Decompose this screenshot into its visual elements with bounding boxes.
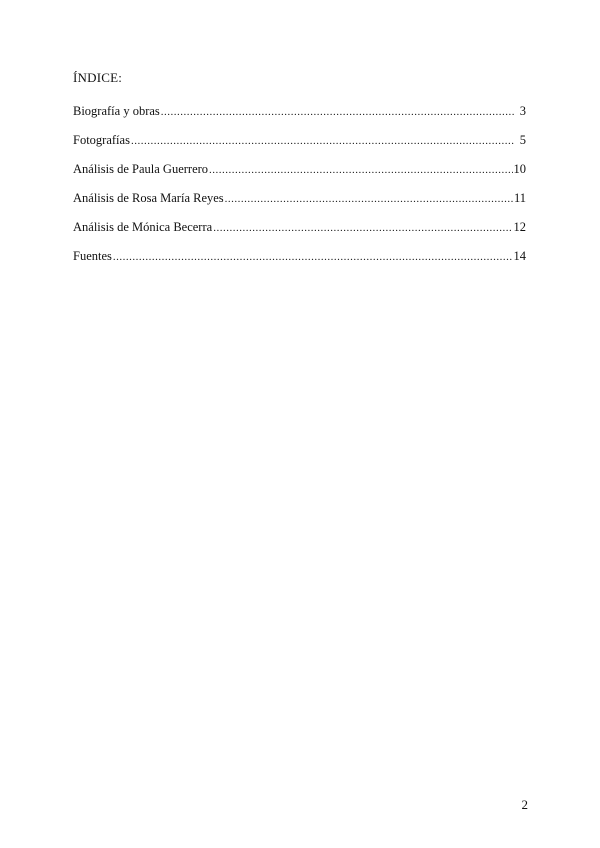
toc-entry-title: Análisis de Mónica Becerra	[73, 220, 213, 234]
toc-entry-analisis-rosa-maria-reyes	[73, 190, 526, 206]
dot-leader	[161, 104, 515, 120]
toc-entry-title: Biografía y obras	[73, 104, 160, 118]
toc-entry-analisis-paula-guerrero	[73, 161, 526, 177]
dot-leader	[209, 162, 512, 178]
toc-entry-title: Fuentes	[73, 249, 112, 263]
toc-entry-title: Análisis de Paula Guerrero	[73, 162, 209, 176]
toc-entry-page: 3	[519, 104, 526, 118]
dot-leader	[213, 220, 512, 236]
toc-heading: ÍNDICE:	[73, 70, 123, 85]
toc-entry-page: 11	[513, 191, 526, 205]
page-number: 2	[521, 797, 528, 812]
dot-leader	[225, 191, 513, 207]
toc-entry-analisis-monica-becerra	[73, 219, 526, 235]
toc-entry-page: 12	[513, 220, 526, 234]
toc-entry-title: Fotografías	[73, 133, 130, 147]
toc-entry-page: 14	[513, 249, 526, 263]
toc-entry-biografia	[73, 103, 526, 119]
toc-entry-page: 5	[519, 133, 526, 147]
dot-leader	[131, 133, 515, 149]
dot-leader	[113, 249, 513, 265]
toc-entry-title: Análisis de Rosa María Reyes	[73, 191, 224, 205]
toc-entry-fotografias	[73, 132, 526, 148]
toc-entry-page: 10	[513, 162, 526, 176]
table-of-contents	[73, 103, 526, 277]
toc-entry-fuentes	[73, 248, 526, 264]
